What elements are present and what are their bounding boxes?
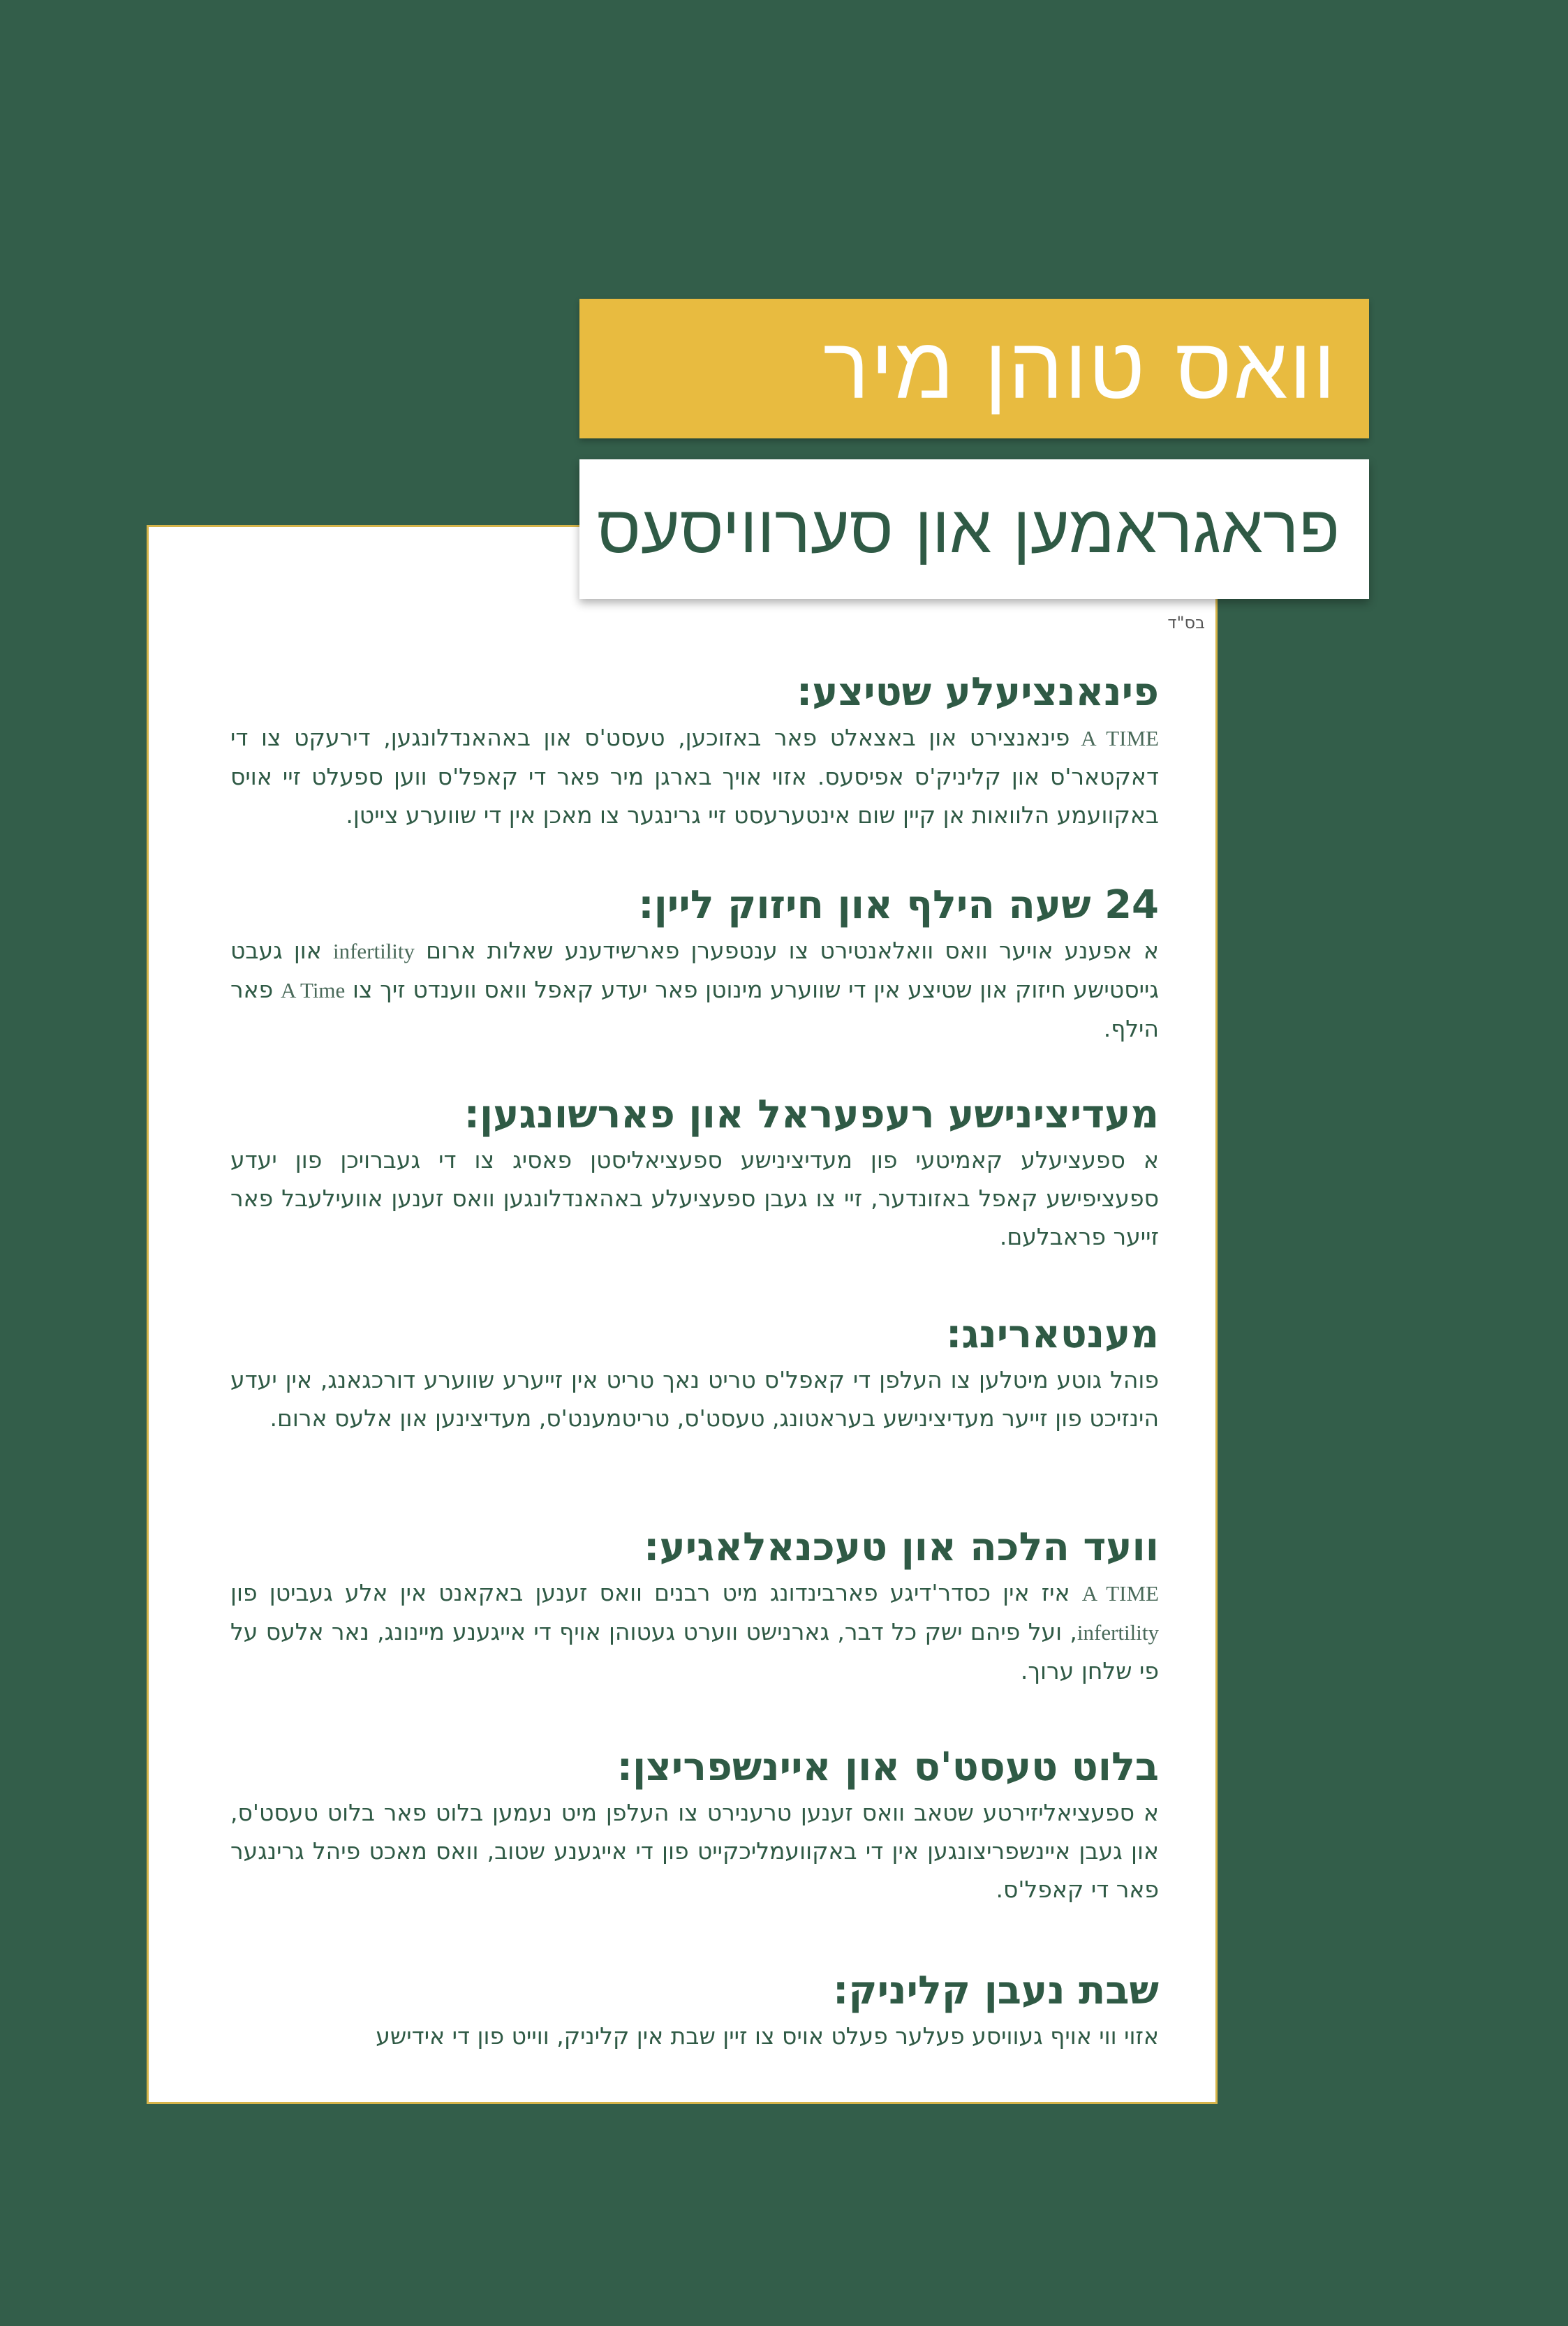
section-heading: וועד הלכה און טעכנאלאגיע: — [644, 1525, 1159, 1570]
section-body: פוהל גוטע מיטלען צו העלפן די קאפל'ס טריט נאך טריט אין זייערע שווערע דורכגאנג, אין יעדע הינזיכט פון זייער מעדיצינישע בעראטונג, טעסט'ס, טריטמענט'ס, מעדיצינען און אלעס ארום. — [230, 1366, 1159, 1432]
page-title: וואס טוהן מיר — [822, 318, 1337, 419]
section-body: A TIME איז אין כסדר'דיגע פארבינדונג מיט רבנים וואס זענען באקאנט אין אלע געביטן פון infertility, ועל פיהם ישק כל דבר, גארנישט ווערט געטוהן אויף די אייגענע מיינונג, נאר אלעס על פי שלחן ערוך. — [230, 1579, 1159, 1684]
term: infertility — [332, 939, 415, 963]
section-halacha-committee — [230, 1522, 1159, 1690]
section-body: א ספעציאליזירטע שטאב וואס זענען טרענירט צו העלפן מיט נעמען בלוט פאר בלוט טעסט'ס, און געבן איינשפריצונגען אין די באקוועמליכקייט פון די אייגענע שטוב, וואס מאכט פיהל גרינגער פאר די קאפל'ס. — [230, 1799, 1159, 1903]
subtitle-banner — [579, 459, 1369, 599]
section-financial-support — [230, 667, 1159, 834]
section-support-line — [230, 880, 1159, 1048]
section-heading: מענטארינג: — [946, 1312, 1159, 1357]
section-heading: שבת נעבן קליניק: — [832, 1968, 1159, 2013]
page-subtitle: פראגראמען און סערוויסעס — [596, 490, 1340, 568]
section-mentoring — [230, 1309, 1159, 1437]
org-name: A TIME — [1070, 726, 1159, 750]
org-name: A TIME — [1081, 1581, 1159, 1606]
section-body: א אפענע אויער וואס וואלאנטירט צו ענטפערן פארשידענע שאלות ארום infertility און געבט גייסטישע חיזוק און שטיצע אין די שווערע מינוטן פאר יעדע קאפל וואס ווענדט זיך צו A Time פאר הילף. — [230, 937, 1159, 1042]
section-heading: בלוט טעסט'ס און איינשפריצן: — [616, 1744, 1159, 1790]
section-blood-tests — [230, 1742, 1159, 1909]
section-body: A TIME פינאנצירט און באצאלט פאר באזוכען, טעסט'ס און באהאנדלונגען, דירעקט צו די דאקטאר'ס און קליניק'ס אפיסעס. אזוי אויך בארגן מיר פאר די קאפל'ס ווען ספעלט זיי אויס באקוועמע הלוואות אן קיין שום אינטערעסט זיי גרינגער צו מאכן אין די שווערע צייטן. — [230, 724, 1159, 829]
section-body: אזוי ווי אויף געוויסע פעלער פעלט אויס צו זיין שבת אין קליניק, ווייט פון די אידישע — [376, 2022, 1159, 2050]
title-banner — [579, 299, 1369, 438]
org-name: A Time — [280, 978, 346, 1002]
section-shabbos-clinic — [230, 1965, 1159, 2055]
term: infertility — [1077, 1620, 1159, 1645]
section-heading: מעדיצינישע רעפעראל און פארשונגען: — [464, 1092, 1159, 1137]
bsd-mark: בס"ד — [1167, 613, 1205, 632]
section-body: א ספעציעלע קאמיטעי פון מעדיצינישע ספעציאליסטן פאסיג צו די געברויכן פון יעדע ספעציפישע קאפל באזונדער, זיי צו געבן ספעציעלע באהאנדלונגען וואס זענען אוועילעבל פאר זייער פראבלעם. — [230, 1146, 1159, 1250]
section-heading: 24 שעה הילף און חיזוק ליין: — [638, 882, 1159, 928]
section-heading: פינאנציעלע שטיצע: — [796, 669, 1159, 715]
section-medical-referral — [230, 1089, 1159, 1256]
